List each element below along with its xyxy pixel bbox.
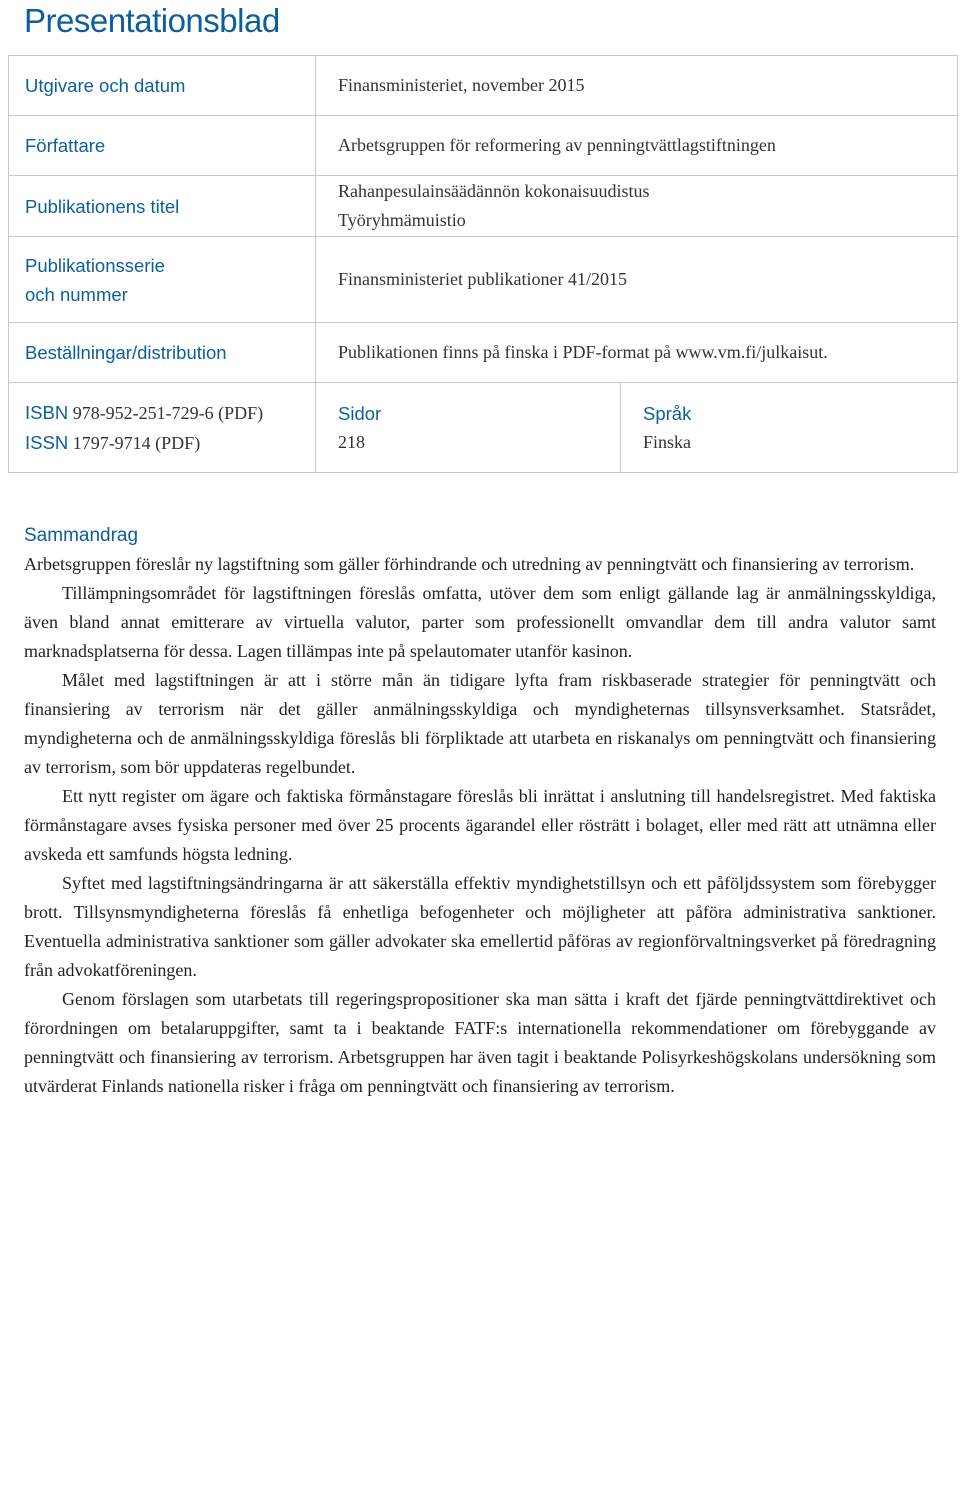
isbn-value: 978-952-251-729-6 (PDF): [72, 402, 264, 423]
isbn-line: [25, 398, 315, 428]
summary-text: [24, 550, 936, 1101]
publisher-row: [9, 56, 958, 116]
series-label-line-1: Publikationsserie: [25, 254, 165, 276]
language-label: Språk: [643, 402, 692, 424]
title-row: [9, 176, 958, 237]
pages-cell: [316, 383, 621, 473]
pages-label: Sidor: [338, 402, 382, 424]
distribution-row: [9, 323, 958, 383]
summary-paragraph: Ett nytt register om ägare och faktiska förmånstagare föreslås bli inrättat i anslutning till handelsregistret. Med faktiska förmånstagare avses fysiska personer med över 25 procents ägarandel eller rösträtt i bolaget, eller med rätt att utnämna eller avskeda ett samfunds högsta ledning.: [24, 786, 936, 864]
publication-info-table: [8, 55, 958, 473]
isbn-issn-cell: [9, 383, 316, 473]
distribution-value: Publikationen finns på finska i PDF-format på www.vm.fi/julkaisut.: [316, 323, 958, 383]
identifiers-row: [9, 383, 958, 473]
language-value: Finska: [643, 431, 692, 452]
summary-paragraph: Tillämpningsområdet för lagstiftningen föreslås omfatta, utöver dem som enligt gällande lag är anmälningsskyldiga, även bland annat emitterare av virtuella valutor, parter som professionellt omvandlar dem till andra valutor samt marknadsplatserna för dessa. Lagen tillämpas inte på spelautomater utanför kasinon.: [24, 583, 936, 661]
publisher-value: Finansministeriet, november 2015: [316, 56, 958, 116]
distribution-label: Beställningar/distribution: [9, 323, 316, 383]
language-cell: [621, 383, 958, 473]
summary-heading: Sammandrag: [24, 525, 139, 546]
publication-title-value: [316, 176, 958, 237]
page-title: Presentationsblad: [24, 2, 280, 39]
series-row: [9, 237, 958, 323]
publication-title-line-2: Työryhmämuistio: [338, 210, 466, 230]
series-label: [9, 237, 316, 323]
pages-value: 218: [338, 431, 365, 452]
publisher-label: Utgivare och datum: [9, 56, 316, 116]
issn-line: [25, 428, 315, 458]
summary-paragraph: Arbetsgruppen föreslår ny lagstiftning som gäller förhindrande och utredning av penningtvätt och finansiering av terrorism.: [24, 554, 915, 574]
isbn-label: ISBN: [25, 401, 69, 423]
issn-label: ISSN: [25, 431, 69, 453]
author-label: Författare: [9, 116, 316, 176]
summary-paragraph: Genom förslagen som utarbetats till regeringspropositioner ska man sätta i kraft det fjärde penningtvättdirektivet och förordningen om betalaruppgifter, samt ta i beaktande FATF:s internationella rekommendationer om förebyggande av penningtvätt och finansiering av terrorism. Arbetsgruppen har även tagit i beaktande Polisyrkeshögskolans undersökning som utvärderat Finlands nationella risker i fråga om penningtvätt och finansiering av terrorism.: [24, 989, 936, 1096]
summary-paragraph: Syftet med lagstiftningsändringarna är att säkerställa effektiv myndighetstillsyn och ett påföljdssystem som förebygger brott. Tillsynsmyndigheterna föreslås få enhetliga befogenheter och möjligheter att påföra administrativa sanktioner. Eventuella administrativa sanktioner som gäller advokater ska emellertid påföras av regionförvaltningsverket på föredragning från advokatföreningen.: [24, 873, 936, 980]
series-value: Finansministeriet publikationer 41/2015: [316, 237, 958, 323]
author-row: [9, 116, 958, 176]
publication-title-line-1: Rahanpesulainsäädännön kokonaisuudistus: [338, 181, 650, 201]
author-value: Arbetsgruppen för reformering av penningtvättlagstiftningen: [316, 116, 958, 176]
series-label-line-2: och nummer: [25, 283, 128, 305]
issn-value: 1797-9714 (PDF): [72, 432, 201, 453]
summary-paragraph: Målet med lagstiftningen är att i större mån än tidigare lyfta fram riskbaserade strategier för penningtvätt och finansiering av terrorism när det gäller anmälningsskyldiga och myndigheternas tillsynsverksamhet. Statsrådet, myndigheterna och de anmälningsskyldiga föreslås bli förpliktade att utarbeta en riskanalys om penningtvätt och finansiering av terrorism, som bör uppdateras regelbundet.: [24, 670, 936, 777]
publication-title-label: Publikationens titel: [9, 176, 316, 237]
